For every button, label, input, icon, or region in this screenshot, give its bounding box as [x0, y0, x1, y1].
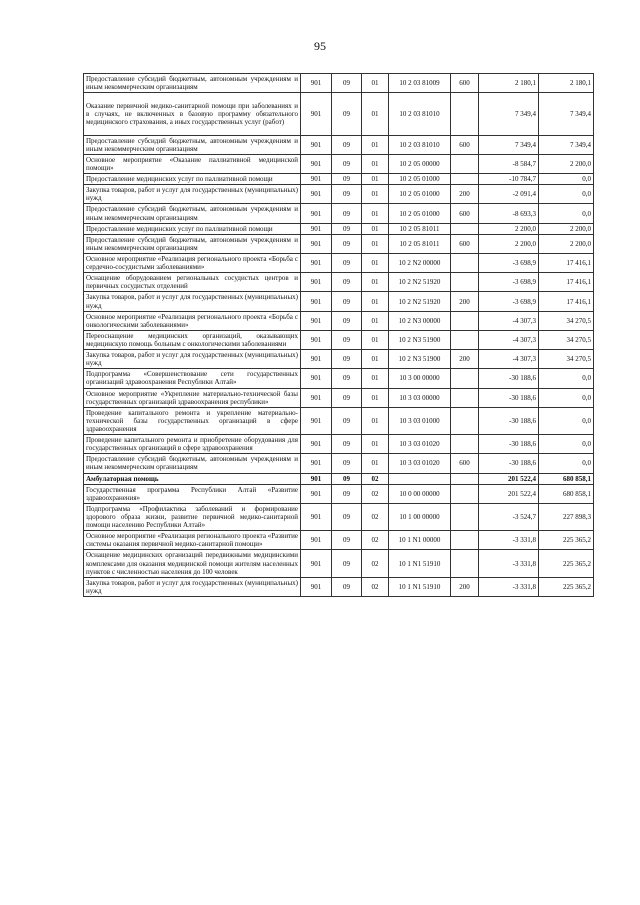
row-expense-type-cell [451, 154, 479, 173]
row-amount-total-cell: 0,0 [539, 204, 594, 223]
table-row [84, 254, 594, 273]
row-admin-code-cell: 901 [301, 550, 332, 577]
row-name-cell: Основное мероприятие «Оказание паллиативной медицинской помощи» [84, 154, 301, 173]
row-expense-type-cell: 600 [451, 74, 479, 93]
row-section-cell: 09 [332, 185, 362, 204]
row-admin-code-cell: 901 [301, 388, 332, 407]
row-admin-code-cell: 901 [301, 454, 332, 473]
row-expense-type-cell [451, 550, 479, 577]
row-target-article-cell: 10 2 05 00000 [389, 154, 451, 173]
row-subsection-cell: 02 [362, 531, 389, 550]
row-admin-code-cell: 901 [301, 292, 332, 311]
row-subsection-cell: 02 [362, 503, 389, 530]
table-row [84, 273, 594, 292]
row-amount-change-cell: 2 180,1 [479, 74, 539, 93]
row-amount-change-cell: -3 331,8 [479, 531, 539, 550]
row-name-cell: Закупка товаров, работ и услуг для государственных (муниципальных) нужд [84, 185, 301, 204]
row-target-article-cell: 10 1 N1 00000 [389, 531, 451, 550]
row-target-article-cell: 10 2 05 01000 [389, 174, 451, 185]
row-amount-change-cell: -2 091,4 [479, 185, 539, 204]
row-subsection-cell: 02 [362, 550, 389, 577]
row-admin-code-cell: 901 [301, 135, 332, 154]
row-amount-total-cell: 34 270,5 [539, 311, 594, 330]
row-amount-change-cell: -3 698,9 [479, 254, 539, 273]
row-target-article-cell: 10 3 00 00000 [389, 369, 451, 388]
row-expense-type-cell [451, 484, 479, 503]
row-target-article-cell: 10 2 03 81010 [389, 135, 451, 154]
table-row [84, 350, 594, 369]
row-section-cell: 09 [332, 407, 362, 434]
row-subsection-cell: 01 [362, 254, 389, 273]
row-name-cell: Проведение капитального ремонта и приобретение оборудования для государственных организаций в сфере здравоохранения [84, 435, 301, 454]
row-section-cell: 09 [332, 435, 362, 454]
row-amount-total-cell: 225 365,2 [539, 531, 594, 550]
row-section-cell: 09 [332, 93, 362, 136]
row-section-cell: 09 [332, 577, 362, 596]
row-expense-type-cell: 600 [451, 234, 479, 253]
row-target-article-cell: 10 3 03 00000 [389, 388, 451, 407]
row-amount-change-cell: -30 188,6 [479, 407, 539, 434]
row-amount-change-cell: 2 200,0 [479, 223, 539, 234]
row-name-cell: Закупка товаров, работ и услуг для государственных (муниципальных) нужд [84, 577, 301, 596]
row-target-article-cell: 10 2 N3 00000 [389, 311, 451, 330]
table-row [84, 454, 594, 473]
row-admin-code-cell: 901 [301, 185, 332, 204]
row-section-cell: 09 [332, 135, 362, 154]
row-amount-total-cell: 225 365,2 [539, 577, 594, 596]
row-expense-type-cell: 600 [451, 135, 479, 154]
row-name-cell: Проведение капитального ремонта и укрепление материально-технической базы государственных организаций в сфере здравоохранения [84, 407, 301, 434]
row-name-cell: Предоставление медицинских услуг по паллиативной помощи [84, 174, 301, 185]
row-expense-type-cell [451, 369, 479, 388]
row-target-article-cell: 10 2 03 81009 [389, 74, 451, 93]
row-section-cell: 09 [332, 388, 362, 407]
row-admin-code-cell: 901 [301, 273, 332, 292]
row-amount-total-cell: 0,0 [539, 174, 594, 185]
row-amount-change-cell: 201 522,4 [479, 473, 539, 484]
table-row [84, 577, 594, 596]
row-name-cell: Основное мероприятие «Реализация регионального проекта «Борьба с сердечно-сосудистыми заболеваниями» [84, 254, 301, 273]
row-subsection-cell: 01 [362, 93, 389, 136]
row-name-cell: Амбулаторная помощь [84, 473, 301, 484]
row-name-cell: Предоставление субсидий бюджетным, автономным учреждениям и иным некоммерческим организациям [84, 135, 301, 154]
row-amount-total-cell: 680 858,1 [539, 484, 594, 503]
row-admin-code-cell: 901 [301, 93, 332, 136]
row-section-cell: 09 [332, 454, 362, 473]
row-amount-total-cell: 7 349,4 [539, 135, 594, 154]
row-admin-code-cell: 901 [301, 407, 332, 434]
table-row [84, 223, 594, 234]
row-amount-change-cell: -30 188,6 [479, 388, 539, 407]
row-subsection-cell: 01 [362, 273, 389, 292]
table-row [84, 93, 594, 136]
row-name-cell: Переоснащение медицинских организаций, оказывающих медицинскую помощь больным с онкологическими заболеваниями [84, 330, 301, 349]
table-row [84, 135, 594, 154]
table-row [84, 185, 594, 204]
row-name-cell: Предоставление медицинских услуг по паллиативной помощи [84, 223, 301, 234]
row-admin-code-cell: 901 [301, 531, 332, 550]
row-subsection-cell: 01 [362, 350, 389, 369]
row-expense-type-cell [451, 223, 479, 234]
row-amount-change-cell: -30 188,6 [479, 369, 539, 388]
row-amount-total-cell: 0,0 [539, 407, 594, 434]
row-section-cell: 09 [332, 311, 362, 330]
row-subsection-cell: 01 [362, 204, 389, 223]
row-amount-change-cell: -30 188,6 [479, 454, 539, 473]
row-amount-change-cell: -3 524,7 [479, 503, 539, 530]
row-subsection-cell: 01 [362, 185, 389, 204]
row-expense-type-cell: 200 [451, 350, 479, 369]
row-section-cell: 09 [332, 369, 362, 388]
table-row [84, 174, 594, 185]
row-name-cell: Подпрограмма «Совершенствование сети государственных организаций здравоохранения Республики Алтай» [84, 369, 301, 388]
table-row [84, 311, 594, 330]
row-admin-code-cell: 901 [301, 74, 332, 93]
row-expense-type-cell [451, 388, 479, 407]
row-section-cell: 09 [332, 503, 362, 530]
row-amount-change-cell: -3 331,8 [479, 550, 539, 577]
row-expense-type-cell [451, 254, 479, 273]
row-target-article-cell: 10 0 00 00000 [389, 484, 451, 503]
row-section-cell: 09 [332, 234, 362, 253]
row-amount-total-cell: 2 200,0 [539, 223, 594, 234]
table-row [84, 74, 594, 93]
row-target-article-cell: 10 2 N2 51920 [389, 273, 451, 292]
row-target-article-cell: 10 3 03 01000 [389, 407, 451, 434]
row-admin-code-cell: 901 [301, 223, 332, 234]
table-body [84, 74, 594, 597]
row-admin-code-cell: 901 [301, 503, 332, 530]
row-amount-change-cell: -8 693,3 [479, 204, 539, 223]
row-section-cell: 09 [332, 531, 362, 550]
row-name-cell: Оснащение медицинских организаций передвижными медицинскими комплексами для оказания медицинской помощи жителям населенных пунктов с численностью населения до 100 человек [84, 550, 301, 577]
row-amount-total-cell: 2 200,0 [539, 234, 594, 253]
row-amount-change-cell: -4 307,3 [479, 330, 539, 349]
row-section-cell: 09 [332, 550, 362, 577]
row-target-article-cell: 10 2 03 81010 [389, 93, 451, 136]
row-target-article-cell: 10 1 00 00000 [389, 503, 451, 530]
row-subsection-cell: 01 [362, 135, 389, 154]
row-amount-total-cell: 225 365,2 [539, 550, 594, 577]
row-admin-code-cell: 901 [301, 174, 332, 185]
row-name-cell: Закупка товаров, работ и услуг для государственных (муниципальных) нужд [84, 292, 301, 311]
row-target-article-cell: 10 2 N2 51920 [389, 292, 451, 311]
row-section-cell: 09 [332, 330, 362, 349]
row-target-article-cell: 10 2 N3 51900 [389, 330, 451, 349]
row-name-cell: Предоставление субсидий бюджетным, автономным учреждениям и иным некоммерческим организациям [84, 454, 301, 473]
table-row [84, 369, 594, 388]
row-amount-change-cell: -30 188,6 [479, 435, 539, 454]
row-admin-code-cell: 901 [301, 369, 332, 388]
row-name-cell: Основное мероприятие «Реализация регионального проекта «Развитие системы оказания первичной медико-санитарной помощи» [84, 531, 301, 550]
row-amount-change-cell: -4 307,3 [479, 350, 539, 369]
row-amount-total-cell: 0,0 [539, 369, 594, 388]
row-name-cell: Основное мероприятие «Укрепление материально-технической базы государственных организаций здравоохранения республики» [84, 388, 301, 407]
row-amount-total-cell: 0,0 [539, 185, 594, 204]
table-row [84, 550, 594, 577]
row-amount-total-cell: 17 416,1 [539, 273, 594, 292]
row-subsection-cell: 01 [362, 154, 389, 173]
row-target-article-cell: 10 3 03 01020 [389, 435, 451, 454]
row-expense-type-cell [451, 273, 479, 292]
row-admin-code-cell: 901 [301, 330, 332, 349]
row-subsection-cell: 01 [362, 435, 389, 454]
table-row [84, 503, 594, 530]
row-subsection-cell: 01 [362, 330, 389, 349]
row-expense-type-cell: 600 [451, 454, 479, 473]
row-amount-change-cell: -3 698,9 [479, 273, 539, 292]
table-row [84, 292, 594, 311]
row-target-article-cell: 10 2 05 01000 [389, 185, 451, 204]
row-target-article-cell: 10 2 N3 51900 [389, 350, 451, 369]
row-expense-type-cell [451, 93, 479, 136]
row-name-cell: Государственная программа Республики Алтай «Развитие здравоохранения» [84, 484, 301, 503]
table-row [84, 407, 594, 434]
row-amount-total-cell: 17 416,1 [539, 254, 594, 273]
row-name-cell: Основное мероприятие «Реализация регионального проекта «Борьба с онкологическими заболеваниями» [84, 311, 301, 330]
row-target-article-cell [389, 473, 451, 484]
row-amount-change-cell: -8 584,7 [479, 154, 539, 173]
row-subsection-cell: 01 [362, 223, 389, 234]
table-row [84, 234, 594, 253]
row-expense-type-cell: 200 [451, 292, 479, 311]
row-amount-total-cell: 2 180,1 [539, 74, 594, 93]
page-number: 95 [314, 39, 326, 53]
row-expense-type-cell [451, 531, 479, 550]
row-expense-type-cell [451, 473, 479, 484]
row-amount-change-cell: -3 698,9 [479, 292, 539, 311]
row-amount-total-cell: 680 858,1 [539, 473, 594, 484]
row-target-article-cell: 10 2 05 81011 [389, 223, 451, 234]
table-row [84, 388, 594, 407]
row-subsection-cell: 01 [362, 311, 389, 330]
row-amount-change-cell: -4 307,3 [479, 311, 539, 330]
row-subsection-cell: 02 [362, 484, 389, 503]
row-target-article-cell: 10 2 05 81011 [389, 234, 451, 253]
row-admin-code-cell: 901 [301, 254, 332, 273]
row-expense-type-cell [451, 330, 479, 349]
row-subsection-cell: 01 [362, 234, 389, 253]
row-name-cell: Оказание первичной медико-санитарной помощи при заболеваниях и в случаях, не включенных в базовую программу обязательного медицинского страхования, а иных государственных услуг (работ) [84, 93, 301, 136]
table-row [84, 484, 594, 503]
row-expense-type-cell [451, 174, 479, 185]
row-amount-total-cell: 34 270,5 [539, 350, 594, 369]
row-target-article-cell: 10 1 N1 51910 [389, 577, 451, 596]
row-section-cell: 09 [332, 484, 362, 503]
table-row [84, 473, 594, 484]
row-amount-change-cell: -10 784,7 [479, 174, 539, 185]
row-name-cell: Оснащение оборудованием региональных сосудистых центров и первичных сосудистых отделений [84, 273, 301, 292]
row-amount-total-cell: 17 416,1 [539, 292, 594, 311]
row-expense-type-cell [451, 311, 479, 330]
row-target-article-cell: 10 2 N2 00000 [389, 254, 451, 273]
row-admin-code-cell: 901 [301, 473, 332, 484]
row-section-cell: 09 [332, 174, 362, 185]
row-target-article-cell: 10 3 03 01020 [389, 454, 451, 473]
row-section-cell: 09 [332, 473, 362, 484]
budget-table [83, 73, 594, 597]
row-admin-code-cell: 901 [301, 350, 332, 369]
row-name-cell: Предоставление субсидий бюджетным, автономным учреждениям и иным некоммерческим организациям [84, 74, 301, 93]
row-section-cell: 09 [332, 154, 362, 173]
row-admin-code-cell: 901 [301, 577, 332, 596]
row-amount-total-cell: 7 349,4 [539, 93, 594, 136]
row-name-cell: Предоставление субсидий бюджетным, автономным учреждениям и иным некоммерческим организациям [84, 234, 301, 253]
table-row [84, 330, 594, 349]
row-amount-total-cell: 2 200,0 [539, 154, 594, 173]
row-amount-total-cell: 0,0 [539, 435, 594, 454]
row-subsection-cell: 01 [362, 369, 389, 388]
row-name-cell: Закупка товаров, работ и услуг для государственных (муниципальных) нужд [84, 350, 301, 369]
row-target-article-cell: 10 1 N1 51910 [389, 550, 451, 577]
row-amount-change-cell: 201 522,4 [479, 484, 539, 503]
row-amount-change-cell: -3 331,8 [479, 577, 539, 596]
row-subsection-cell: 01 [362, 174, 389, 185]
row-subsection-cell: 01 [362, 388, 389, 407]
row-subsection-cell: 01 [362, 454, 389, 473]
row-admin-code-cell: 901 [301, 154, 332, 173]
row-section-cell: 09 [332, 292, 362, 311]
table-row [84, 435, 594, 454]
table-row [84, 531, 594, 550]
row-section-cell: 09 [332, 204, 362, 223]
row-amount-change-cell: 7 349,4 [479, 93, 539, 136]
row-target-article-cell: 10 2 05 01000 [389, 204, 451, 223]
row-subsection-cell: 02 [362, 577, 389, 596]
row-amount-total-cell: 227 898,3 [539, 503, 594, 530]
row-amount-change-cell: 7 349,4 [479, 135, 539, 154]
row-subsection-cell: 02 [362, 473, 389, 484]
row-expense-type-cell [451, 503, 479, 530]
row-admin-code-cell: 901 [301, 311, 332, 330]
row-amount-change-cell: 2 200,0 [479, 234, 539, 253]
row-section-cell: 09 [332, 273, 362, 292]
row-subsection-cell: 01 [362, 74, 389, 93]
row-admin-code-cell: 901 [301, 234, 332, 253]
row-expense-type-cell: 600 [451, 204, 479, 223]
row-expense-type-cell [451, 435, 479, 454]
row-subsection-cell: 01 [362, 292, 389, 311]
row-name-cell: Предоставление субсидий бюджетным, автономным учреждениям и иным некоммерческим организациям [84, 204, 301, 223]
row-subsection-cell: 01 [362, 407, 389, 434]
row-admin-code-cell: 901 [301, 204, 332, 223]
row-section-cell: 09 [332, 223, 362, 234]
row-expense-type-cell: 200 [451, 185, 479, 204]
row-amount-total-cell: 0,0 [539, 388, 594, 407]
row-admin-code-cell: 901 [301, 435, 332, 454]
row-section-cell: 09 [332, 74, 362, 93]
table-row [84, 154, 594, 173]
table-row [84, 204, 594, 223]
row-expense-type-cell: 200 [451, 577, 479, 596]
row-admin-code-cell: 901 [301, 484, 332, 503]
row-section-cell: 09 [332, 350, 362, 369]
row-amount-total-cell: 34 270,5 [539, 330, 594, 349]
row-expense-type-cell [451, 407, 479, 434]
row-name-cell: Подпрограмма «Профилактика заболеваний и формирование здорового образа жизни, развитие первичной медико-санитарной помощи населению Республики Алтай» [84, 503, 301, 530]
row-amount-total-cell: 0,0 [539, 454, 594, 473]
row-section-cell: 09 [332, 254, 362, 273]
